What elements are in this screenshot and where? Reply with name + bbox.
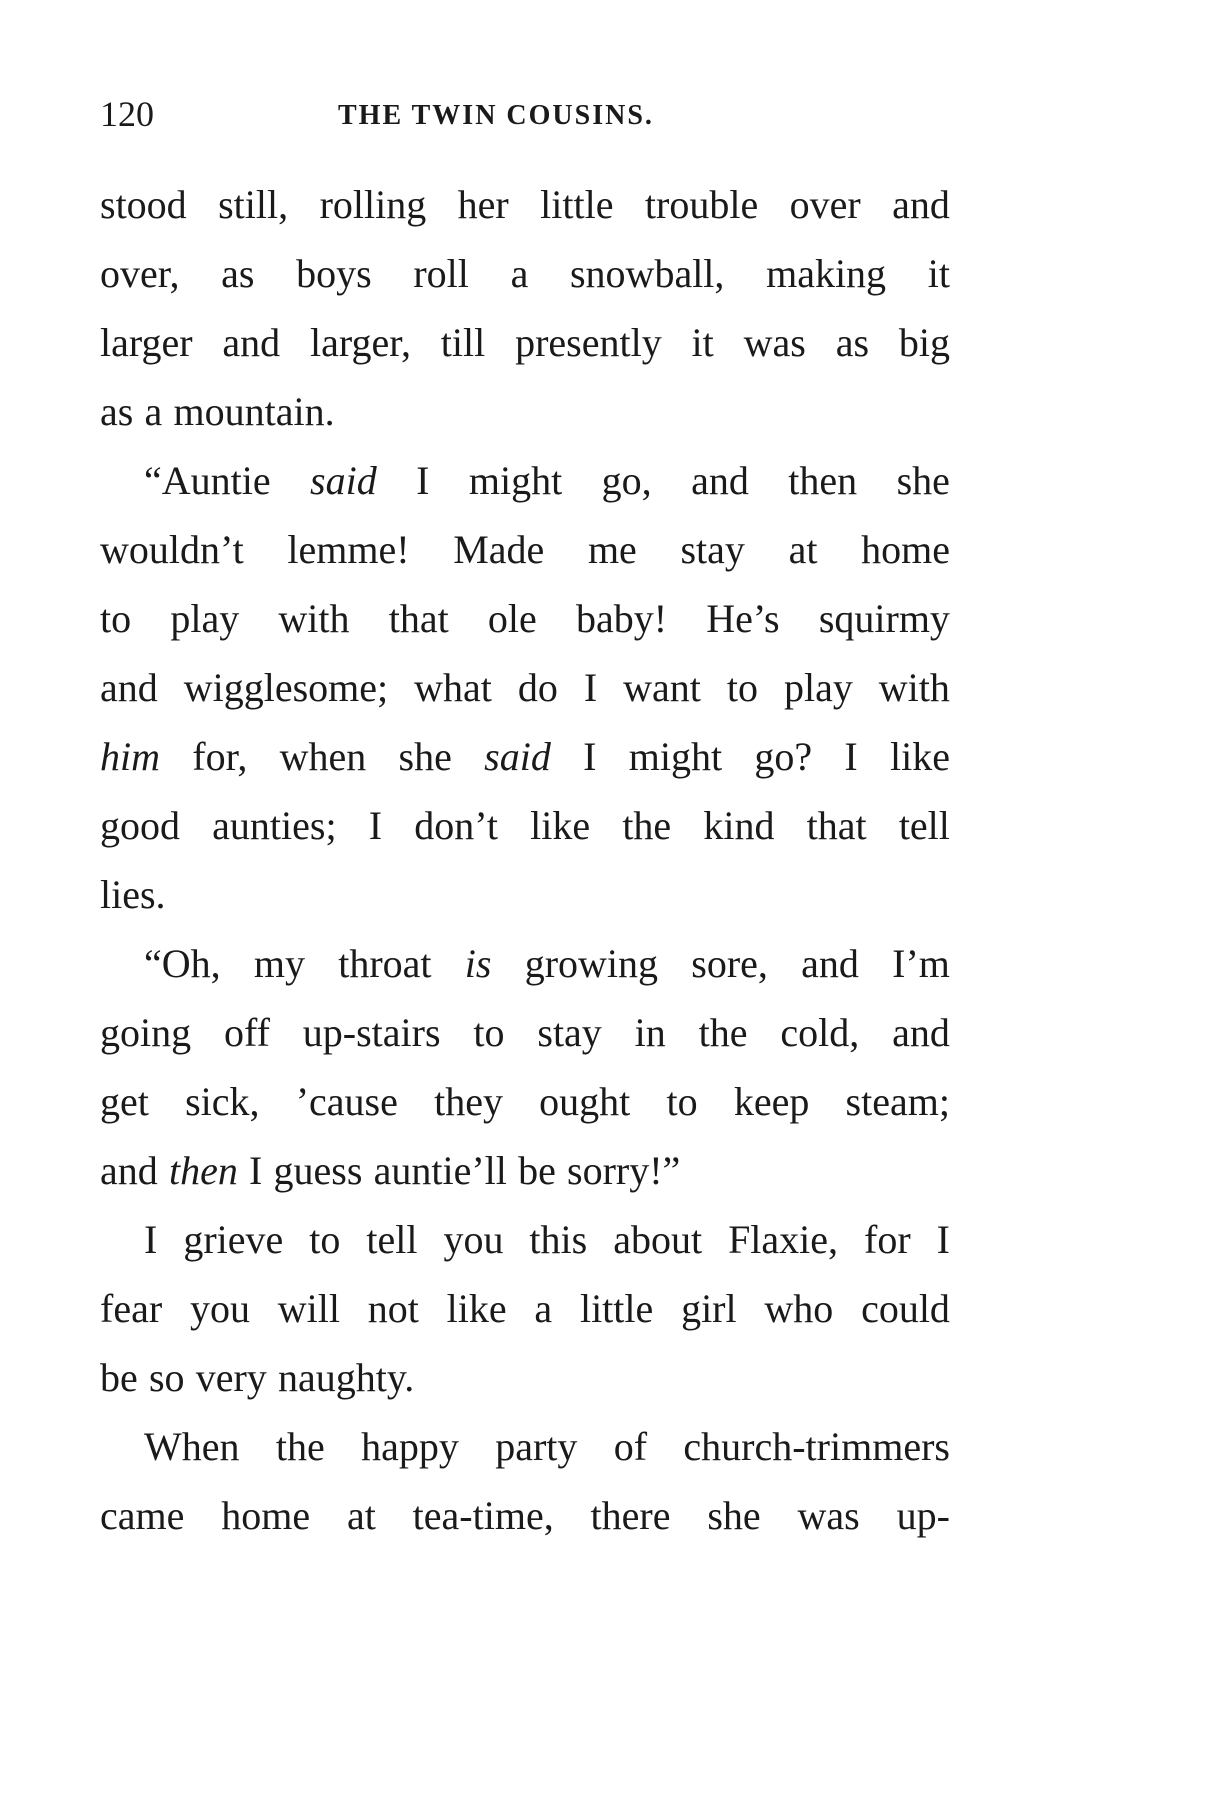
word: be — [518, 1148, 556, 1193]
body-text — [100, 170, 950, 1550]
word: they — [434, 1079, 503, 1124]
text-line — [100, 929, 950, 998]
word: as — [835, 320, 870, 365]
word: the — [275, 1424, 325, 1469]
word: ought — [539, 1079, 631, 1124]
text-line — [100, 308, 950, 377]
word: throat — [338, 941, 432, 986]
word: when — [279, 734, 367, 779]
word: might — [468, 458, 563, 503]
text-line — [100, 1067, 950, 1136]
word: “Oh, — [144, 941, 221, 986]
text-line — [100, 1412, 950, 1481]
text-line — [100, 1205, 950, 1274]
word: over, — [100, 251, 180, 296]
word: will — [277, 1286, 340, 1331]
word: then — [168, 1148, 238, 1193]
word: When — [144, 1424, 240, 1469]
word: be — [100, 1355, 138, 1400]
word: with — [878, 665, 950, 710]
word: him — [100, 734, 160, 779]
word: to — [666, 1079, 698, 1124]
word: wouldn’t — [100, 527, 244, 572]
word: in — [634, 1010, 666, 1055]
word: Flaxie, — [728, 1217, 839, 1262]
word: me — [587, 527, 637, 572]
text-line — [100, 446, 950, 515]
word: want — [623, 665, 701, 710]
word: she — [896, 458, 950, 503]
word: get — [100, 1079, 149, 1124]
word: happy — [361, 1424, 459, 1469]
word: kind — [703, 803, 775, 848]
word: go? — [754, 734, 813, 779]
word: I — [583, 665, 598, 710]
word: tell — [898, 803, 950, 848]
running-head — [100, 92, 950, 136]
word: was — [743, 320, 806, 365]
word: mountain. — [173, 389, 335, 434]
word: and — [892, 182, 950, 227]
word: go, — [601, 458, 652, 503]
word: party — [495, 1424, 578, 1469]
word: with — [278, 596, 350, 641]
word: could — [861, 1286, 950, 1331]
text-line — [100, 377, 950, 446]
word: Made — [453, 527, 545, 572]
word: till — [440, 320, 486, 365]
word: off — [223, 1010, 270, 1055]
word: good — [100, 803, 180, 848]
word: making — [766, 251, 887, 296]
word: her — [457, 182, 509, 227]
word: ’cause — [295, 1079, 398, 1124]
word: and — [691, 458, 749, 503]
word: I — [368, 803, 383, 848]
word: rolling — [319, 182, 427, 227]
word: to — [726, 665, 758, 710]
word: was — [797, 1493, 860, 1538]
word: and — [100, 1148, 158, 1193]
word: so — [148, 1355, 185, 1400]
text-line — [100, 791, 950, 860]
word: do — [517, 665, 558, 710]
word: steam; — [845, 1079, 950, 1124]
word: said — [310, 458, 377, 503]
text-line — [100, 239, 950, 308]
word: grieve — [183, 1217, 284, 1262]
word: guess — [273, 1148, 363, 1193]
word: to — [309, 1217, 341, 1262]
word: very — [195, 1355, 267, 1400]
word: I — [249, 1148, 263, 1193]
word: of — [613, 1424, 648, 1469]
text-line — [100, 998, 950, 1067]
text-line — [100, 584, 950, 653]
word: ole — [487, 596, 537, 641]
word: you — [443, 1217, 504, 1262]
word: lemme! — [287, 527, 410, 572]
word: I — [844, 734, 858, 779]
word: this — [529, 1217, 588, 1262]
word: came — [100, 1493, 185, 1538]
word: for, — [192, 734, 248, 779]
word: she — [398, 734, 452, 779]
word: lies. — [100, 872, 166, 917]
word: what — [414, 665, 492, 710]
word: up-stairs — [302, 1010, 441, 1055]
word: over — [789, 182, 861, 227]
word: fear — [100, 1286, 163, 1331]
word: the — [622, 803, 672, 848]
word: a — [144, 389, 163, 434]
text-line — [100, 1136, 950, 1205]
word: home — [861, 527, 950, 572]
word: she — [707, 1493, 761, 1538]
word: it — [927, 251, 950, 296]
word: larger, — [310, 320, 411, 365]
word: like — [890, 734, 950, 779]
word: like — [446, 1286, 507, 1331]
word: up- — [896, 1493, 950, 1538]
word: little — [579, 1286, 654, 1331]
word: sick, — [185, 1079, 260, 1124]
word: as — [221, 251, 255, 296]
word: I’m — [892, 941, 950, 986]
word: not — [367, 1286, 419, 1331]
word: presently — [515, 320, 662, 365]
word: girl — [681, 1286, 737, 1331]
word: “Auntie — [144, 458, 271, 503]
word: snowball, — [569, 251, 725, 296]
word: don’t — [414, 803, 498, 848]
word: trouble — [644, 182, 759, 227]
word: like — [530, 803, 591, 848]
word: to — [473, 1010, 505, 1055]
word: baby! — [576, 596, 668, 641]
word: going — [100, 1010, 192, 1055]
word: cold, — [780, 1010, 860, 1055]
word: to — [100, 596, 132, 641]
word: I — [936, 1217, 950, 1262]
word: for — [864, 1217, 911, 1262]
word: big — [898, 320, 950, 365]
word: tea-time, — [412, 1493, 554, 1538]
word: a — [510, 251, 529, 296]
word: play — [783, 665, 853, 710]
word: aunties; — [212, 803, 337, 848]
word: larger — [100, 320, 193, 365]
word: and — [801, 941, 859, 986]
word: my — [253, 941, 305, 986]
word: then — [788, 458, 858, 503]
word: I — [416, 458, 430, 503]
word: play — [170, 596, 240, 641]
word: stood — [100, 182, 187, 227]
word: a — [534, 1286, 553, 1331]
word: auntie’ll — [373, 1148, 507, 1193]
word: sorry!” — [567, 1148, 681, 1193]
text-line — [100, 653, 950, 722]
word: you — [189, 1286, 250, 1331]
text-line — [100, 515, 950, 584]
word: naughty. — [277, 1355, 415, 1400]
word: roll — [413, 251, 469, 296]
text-line — [100, 1481, 950, 1550]
word: and — [222, 320, 281, 365]
word: growing — [524, 941, 659, 986]
text-line — [100, 860, 950, 929]
word: tell — [366, 1217, 418, 1262]
word: sore, — [691, 941, 768, 986]
text-line — [100, 722, 950, 791]
word: He’s — [706, 596, 780, 641]
word: squirmy — [818, 596, 950, 641]
word: that — [806, 803, 867, 848]
word: church-trimmers — [683, 1424, 950, 1469]
word: stay — [537, 1010, 602, 1055]
word: about — [613, 1217, 703, 1262]
word: said — [484, 734, 551, 779]
word: I — [144, 1217, 158, 1262]
word: the — [698, 1010, 748, 1055]
word: stay — [680, 527, 745, 572]
word: at — [788, 527, 818, 572]
text-line — [100, 170, 950, 239]
word: keep — [733, 1079, 810, 1124]
text-line — [100, 1274, 950, 1343]
word: at — [346, 1493, 376, 1538]
word: boys — [296, 251, 372, 296]
word: might — [628, 734, 723, 779]
running-title: THE TWIN COUSINS. — [338, 100, 654, 131]
word: is — [464, 941, 492, 986]
word: home — [221, 1493, 311, 1538]
word: wigglesome; — [183, 665, 389, 710]
word: and — [100, 665, 158, 710]
word: still, — [218, 182, 289, 227]
word: it — [691, 320, 714, 365]
word: who — [764, 1286, 834, 1331]
page-number: 120 — [100, 94, 154, 134]
word: that — [388, 596, 449, 641]
text-line — [100, 1343, 950, 1412]
word: there — [590, 1493, 671, 1538]
word: I — [583, 734, 597, 779]
word: and — [892, 1010, 950, 1055]
word: little — [540, 182, 614, 227]
word: as — [100, 389, 134, 434]
